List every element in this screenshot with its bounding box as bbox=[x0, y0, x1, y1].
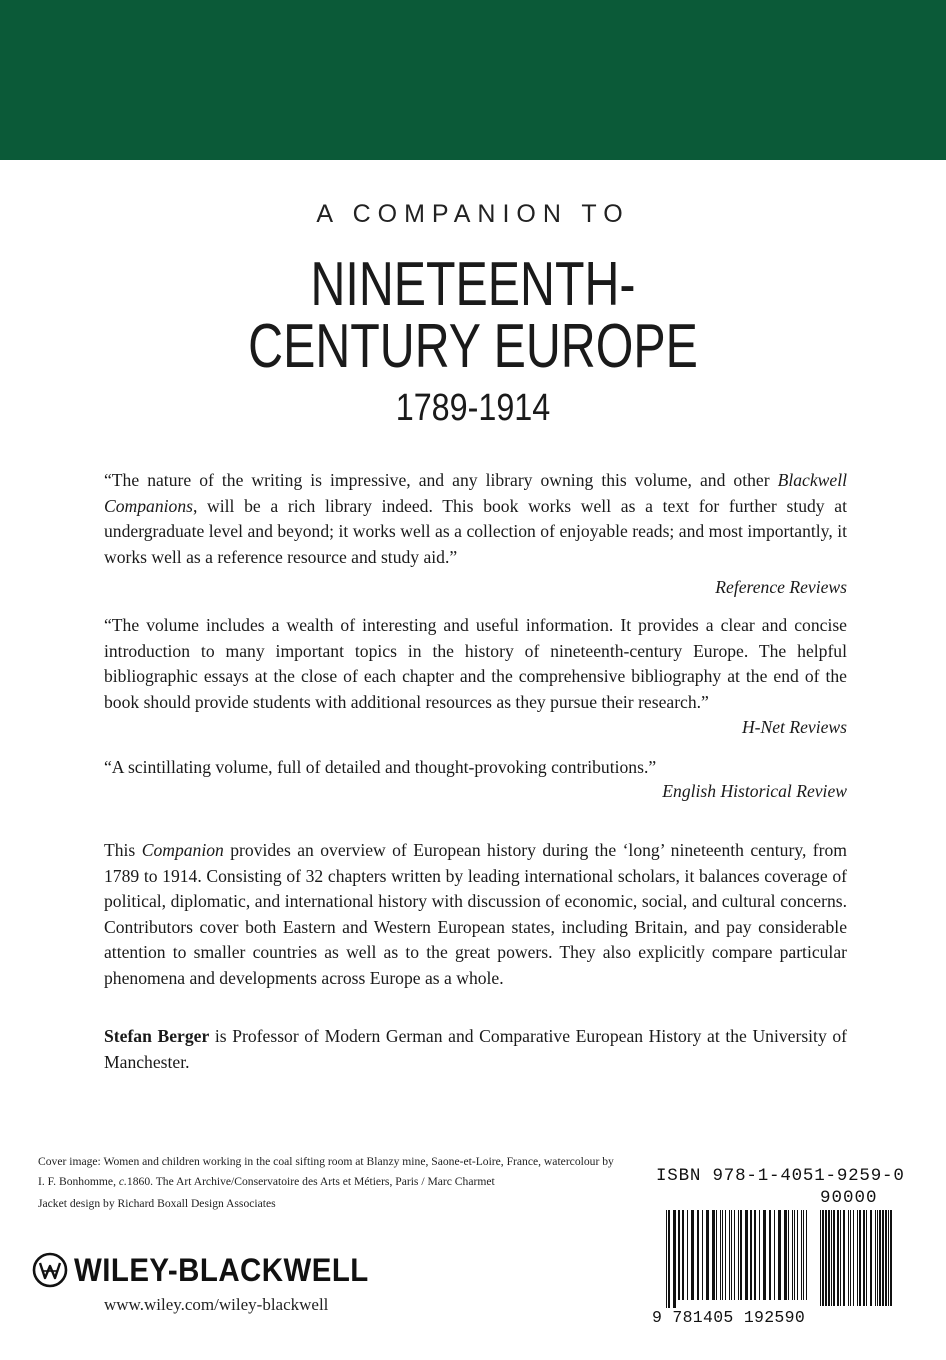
barcode-bar bbox=[763, 1210, 766, 1300]
barcode-bar bbox=[797, 1210, 798, 1300]
title-kicker: A COMPANION TO bbox=[316, 200, 630, 228]
barcode-bar bbox=[792, 1210, 793, 1300]
barcode-bar bbox=[666, 1210, 667, 1308]
barcode-bar bbox=[720, 1210, 721, 1300]
barcode-addon-bar bbox=[822, 1210, 824, 1306]
barcode-addon-bar bbox=[857, 1210, 858, 1306]
barcode-addon-bar bbox=[837, 1210, 839, 1306]
barcode-bar bbox=[750, 1210, 752, 1300]
barcode-bar bbox=[801, 1210, 802, 1300]
barcode-bar bbox=[754, 1210, 756, 1300]
barcode-bar bbox=[682, 1210, 684, 1300]
barcode-addon-bar bbox=[840, 1210, 841, 1306]
barcode-addon-bar bbox=[843, 1210, 845, 1306]
barcode-addon-bar bbox=[831, 1210, 832, 1306]
barcode-addon-bar bbox=[866, 1210, 867, 1306]
barcode-addon-bar bbox=[875, 1210, 876, 1306]
publisher-logo bbox=[32, 1250, 394, 1290]
title-line-2: CENTURY EUROPE bbox=[248, 312, 698, 381]
barcode-addon-bar bbox=[885, 1210, 887, 1306]
barcode-bar bbox=[712, 1210, 715, 1300]
publisher-url[interactable]: www.wiley.com/wiley-blackwell bbox=[104, 1295, 329, 1314]
jacket-design-credit: Jacket design by Richard Boxall Design Associates bbox=[38, 1197, 276, 1210]
editor-bio: Stefan Berger is Professor of Modern German and Comparative European History at the University of Manchester. bbox=[104, 1026, 848, 1072]
wiley-emblem-icon bbox=[32, 1252, 68, 1288]
title-line-1: NINETEENTH- bbox=[310, 250, 636, 319]
barcode-bar bbox=[794, 1210, 795, 1300]
review-quote-1: “The nature of the writing is impressive, and any library owning this volume, and other Blackwell Companions, will be a rich library indeed. This book works well as a text for further study at undergraduate level and beyond; it works well as a collection of enjoyable reads; and most importantly, it works well as a reference resource and study aid.” bbox=[104, 470, 847, 567]
barcode-bar bbox=[731, 1210, 732, 1300]
barcode-addon-bar bbox=[877, 1210, 878, 1306]
isbn-barcode bbox=[648, 1166, 905, 1346]
top-color-band bbox=[0, 0, 946, 160]
barcode-bar bbox=[697, 1210, 699, 1300]
barcode-bar bbox=[759, 1210, 760, 1300]
barcode-addon-bar bbox=[850, 1210, 851, 1306]
barcode-addon-bar bbox=[833, 1210, 835, 1306]
isbn-number: ISBN 978-1-4051-9259-0 bbox=[656, 1166, 905, 1186]
barcode-bar bbox=[734, 1210, 735, 1300]
barcode-bar bbox=[702, 1210, 703, 1300]
barcode-bar bbox=[678, 1210, 680, 1300]
barcode-bar bbox=[687, 1210, 688, 1300]
barcode-bar bbox=[740, 1210, 742, 1300]
barcode-bar bbox=[673, 1210, 676, 1308]
cover-image-credit: Cover image: Women and children working in the coal sifting room at Blanzy mine, Saone-et-Loire, France, watercolour by I. F. Bonhomme, c.1860. The Art Archive/Conservatoire des Arts et Métiers, Paris / Marc Charmet bbox=[38, 1155, 614, 1188]
barcode-addon-bar bbox=[879, 1210, 881, 1306]
barcode-bar bbox=[788, 1210, 789, 1300]
barcode-addon-bar bbox=[848, 1210, 849, 1306]
barcode-bar bbox=[691, 1210, 694, 1300]
review-source-2: H-Net Reviews bbox=[741, 717, 847, 737]
barcode-bar bbox=[668, 1210, 670, 1308]
barcode-bar bbox=[729, 1210, 730, 1300]
barcode-bar bbox=[745, 1210, 748, 1300]
title-dates: 1789-1914 bbox=[395, 387, 551, 429]
review-source-3: English Historical Review bbox=[662, 781, 847, 801]
barcode-digits: 9 781405 192590 bbox=[652, 1308, 806, 1327]
barcode-addon-bar bbox=[828, 1210, 830, 1306]
barcode-bars bbox=[648, 1210, 902, 1310]
barcode-bar bbox=[803, 1210, 804, 1300]
barcode-addon-bar bbox=[888, 1210, 889, 1306]
barcode-addon-number: 90000 bbox=[820, 1188, 878, 1208]
barcode-bar bbox=[722, 1210, 723, 1300]
barcode-addon-bar bbox=[882, 1210, 884, 1306]
review-quote-3: “A scintillating volume, full of detailed and thought-provoking contributions.” bbox=[104, 757, 657, 777]
review-source-1: Reference Reviews bbox=[715, 577, 847, 597]
book-description: This Companion provides an overview of European history during the ‘long’ nineteenth century, from 1789 to 1914. Consisting of 32 chapters written by leading international scholars, it balances coverage of political, diplomatic, and international history with discussion of economic, social, and cultural concerns. Contributors cover both Eastern and Western European states, including Britain, and pay considerable attention to smaller countries as well as to the great powers. They also explicitly compare particular phenomena and developments across Europe as a whole. bbox=[104, 840, 847, 988]
barcode-bar bbox=[716, 1210, 717, 1300]
publisher-name: WILEY-BLACKWELL bbox=[74, 1251, 369, 1288]
barcode-addon-bar bbox=[863, 1210, 865, 1306]
barcode-bar bbox=[778, 1210, 781, 1300]
barcode-bar bbox=[738, 1210, 739, 1300]
barcode-addon-bar bbox=[890, 1210, 892, 1306]
barcode-addon-bar bbox=[859, 1210, 861, 1306]
barcode-addon-bar bbox=[853, 1210, 854, 1306]
barcode-addon-bar bbox=[825, 1210, 827, 1306]
barcode-bar bbox=[806, 1210, 807, 1300]
barcode-bar bbox=[706, 1210, 709, 1300]
barcode-bar bbox=[784, 1210, 787, 1300]
barcode-addon-bar bbox=[870, 1210, 872, 1306]
barcode-bar bbox=[769, 1210, 771, 1300]
barcode-bar bbox=[774, 1210, 775, 1300]
editor-name: Stefan Berger bbox=[104, 1026, 210, 1046]
barcode-addon-bar bbox=[820, 1210, 821, 1306]
barcode-bar bbox=[725, 1210, 726, 1300]
review-quote-2: “The volume includes a wealth of interesting and useful information. It provides a clear and concise introduction to many important topics in the history of nineteenth-century Europe. The helpful bibliographic essays at the close of each chapter and the comprehensive bibliography at the end of the book should provide students with additional resources as they pursue their research.” bbox=[104, 615, 847, 712]
